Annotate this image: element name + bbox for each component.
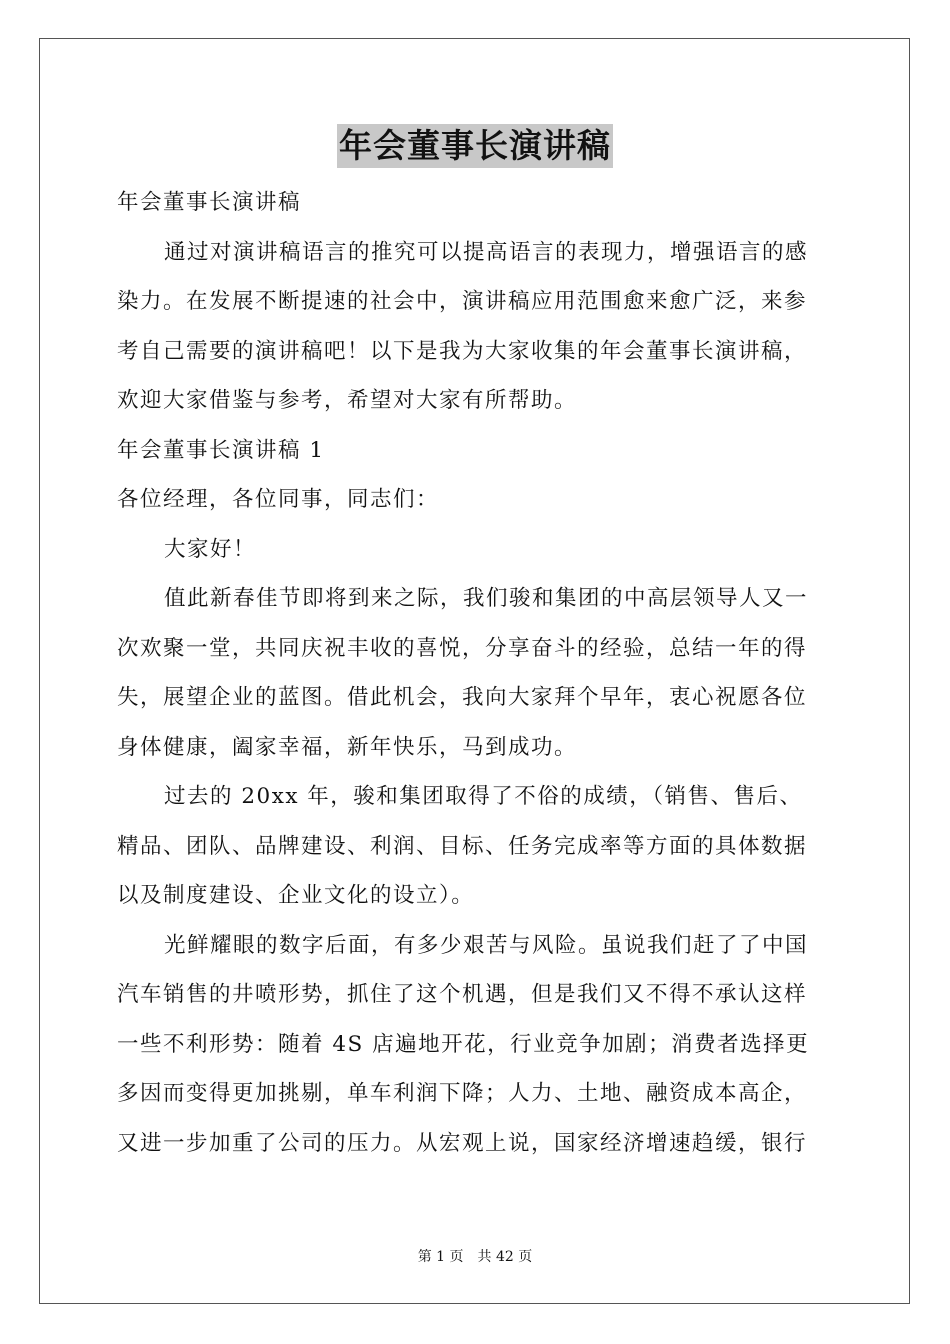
text-line: 通过对演讲稿语言的推究可以提高语言的表现力，增强语言的感 (164, 239, 809, 265)
text-line: 失，展望企业的蓝图。借此机会，我向大家拜个早年，衷心祝愿各位 (117, 685, 808, 710)
text-line: 又进一步加重了公司的压力。从宏观上说，国家经济增速趋缓，银行 (117, 1130, 808, 1156)
text-line: 一些不利形势：随着 4S 店遍地开花，行业竞争加剧；消费者选择更 (117, 1031, 810, 1057)
page-total: 共 42 页 (477, 1249, 533, 1265)
text-line: 身体健康，阖家幸福，新年快乐，马到成功。 (117, 734, 578, 760)
text-line: 过去的 20xx 年，骏和集团取得了不俗的成绩，（销售、售后、 (164, 784, 803, 809)
text-line: 考自己需要的演讲稿吧！以下是我为大家收集的年会董事长演讲稿， (117, 338, 808, 364)
text-line: 各位经理，各位同事，同志们： (117, 487, 440, 512)
text-line: 次欢聚一堂，共同庆祝丰收的喜悦，分享奋斗的经验，总结一年的得 (117, 635, 808, 661)
text-line: 光鲜耀眼的数字后面，有多少艰苦与风险。虽说我们赶了了中国 (164, 932, 809, 958)
document-title: 年会董事长演讲稿 (337, 124, 613, 168)
text-line: 精品、团队、品牌建设、利润、目标、任务完成率等方面的具体数据 (117, 833, 808, 859)
page-number: 第 1 页 (417, 1249, 464, 1265)
document-body (117, 178, 839, 1168)
page-footer (0, 1247, 950, 1267)
text-line: 以及制度建设、企业文化的设立）。 (117, 883, 475, 908)
text-line: 大家好！ (164, 536, 257, 562)
text-line: 汽车销售的井喷形势，抓住了这个机遇，但是我们又不得不承认这样 (117, 982, 808, 1007)
text-line: 年会董事长演讲稿 1 (117, 437, 325, 463)
text-line: 值此新春佳节即将到来之际，我们骏和集团的中高层领导人又一 (164, 586, 809, 611)
text-line: 染力。在发展不断提速的社会中，演讲稿应用范围愈来愈广泛，来参 (117, 289, 808, 314)
title-container (0, 124, 950, 168)
text-line: 年会董事长演讲稿 (117, 190, 302, 215)
text-line: 欢迎大家借鉴与参考，希望对大家有所帮助。 (117, 388, 578, 413)
text-line: 多因而变得更加挑剔，单车利润下降；人力、土地、融资成本高企， (117, 1081, 808, 1106)
